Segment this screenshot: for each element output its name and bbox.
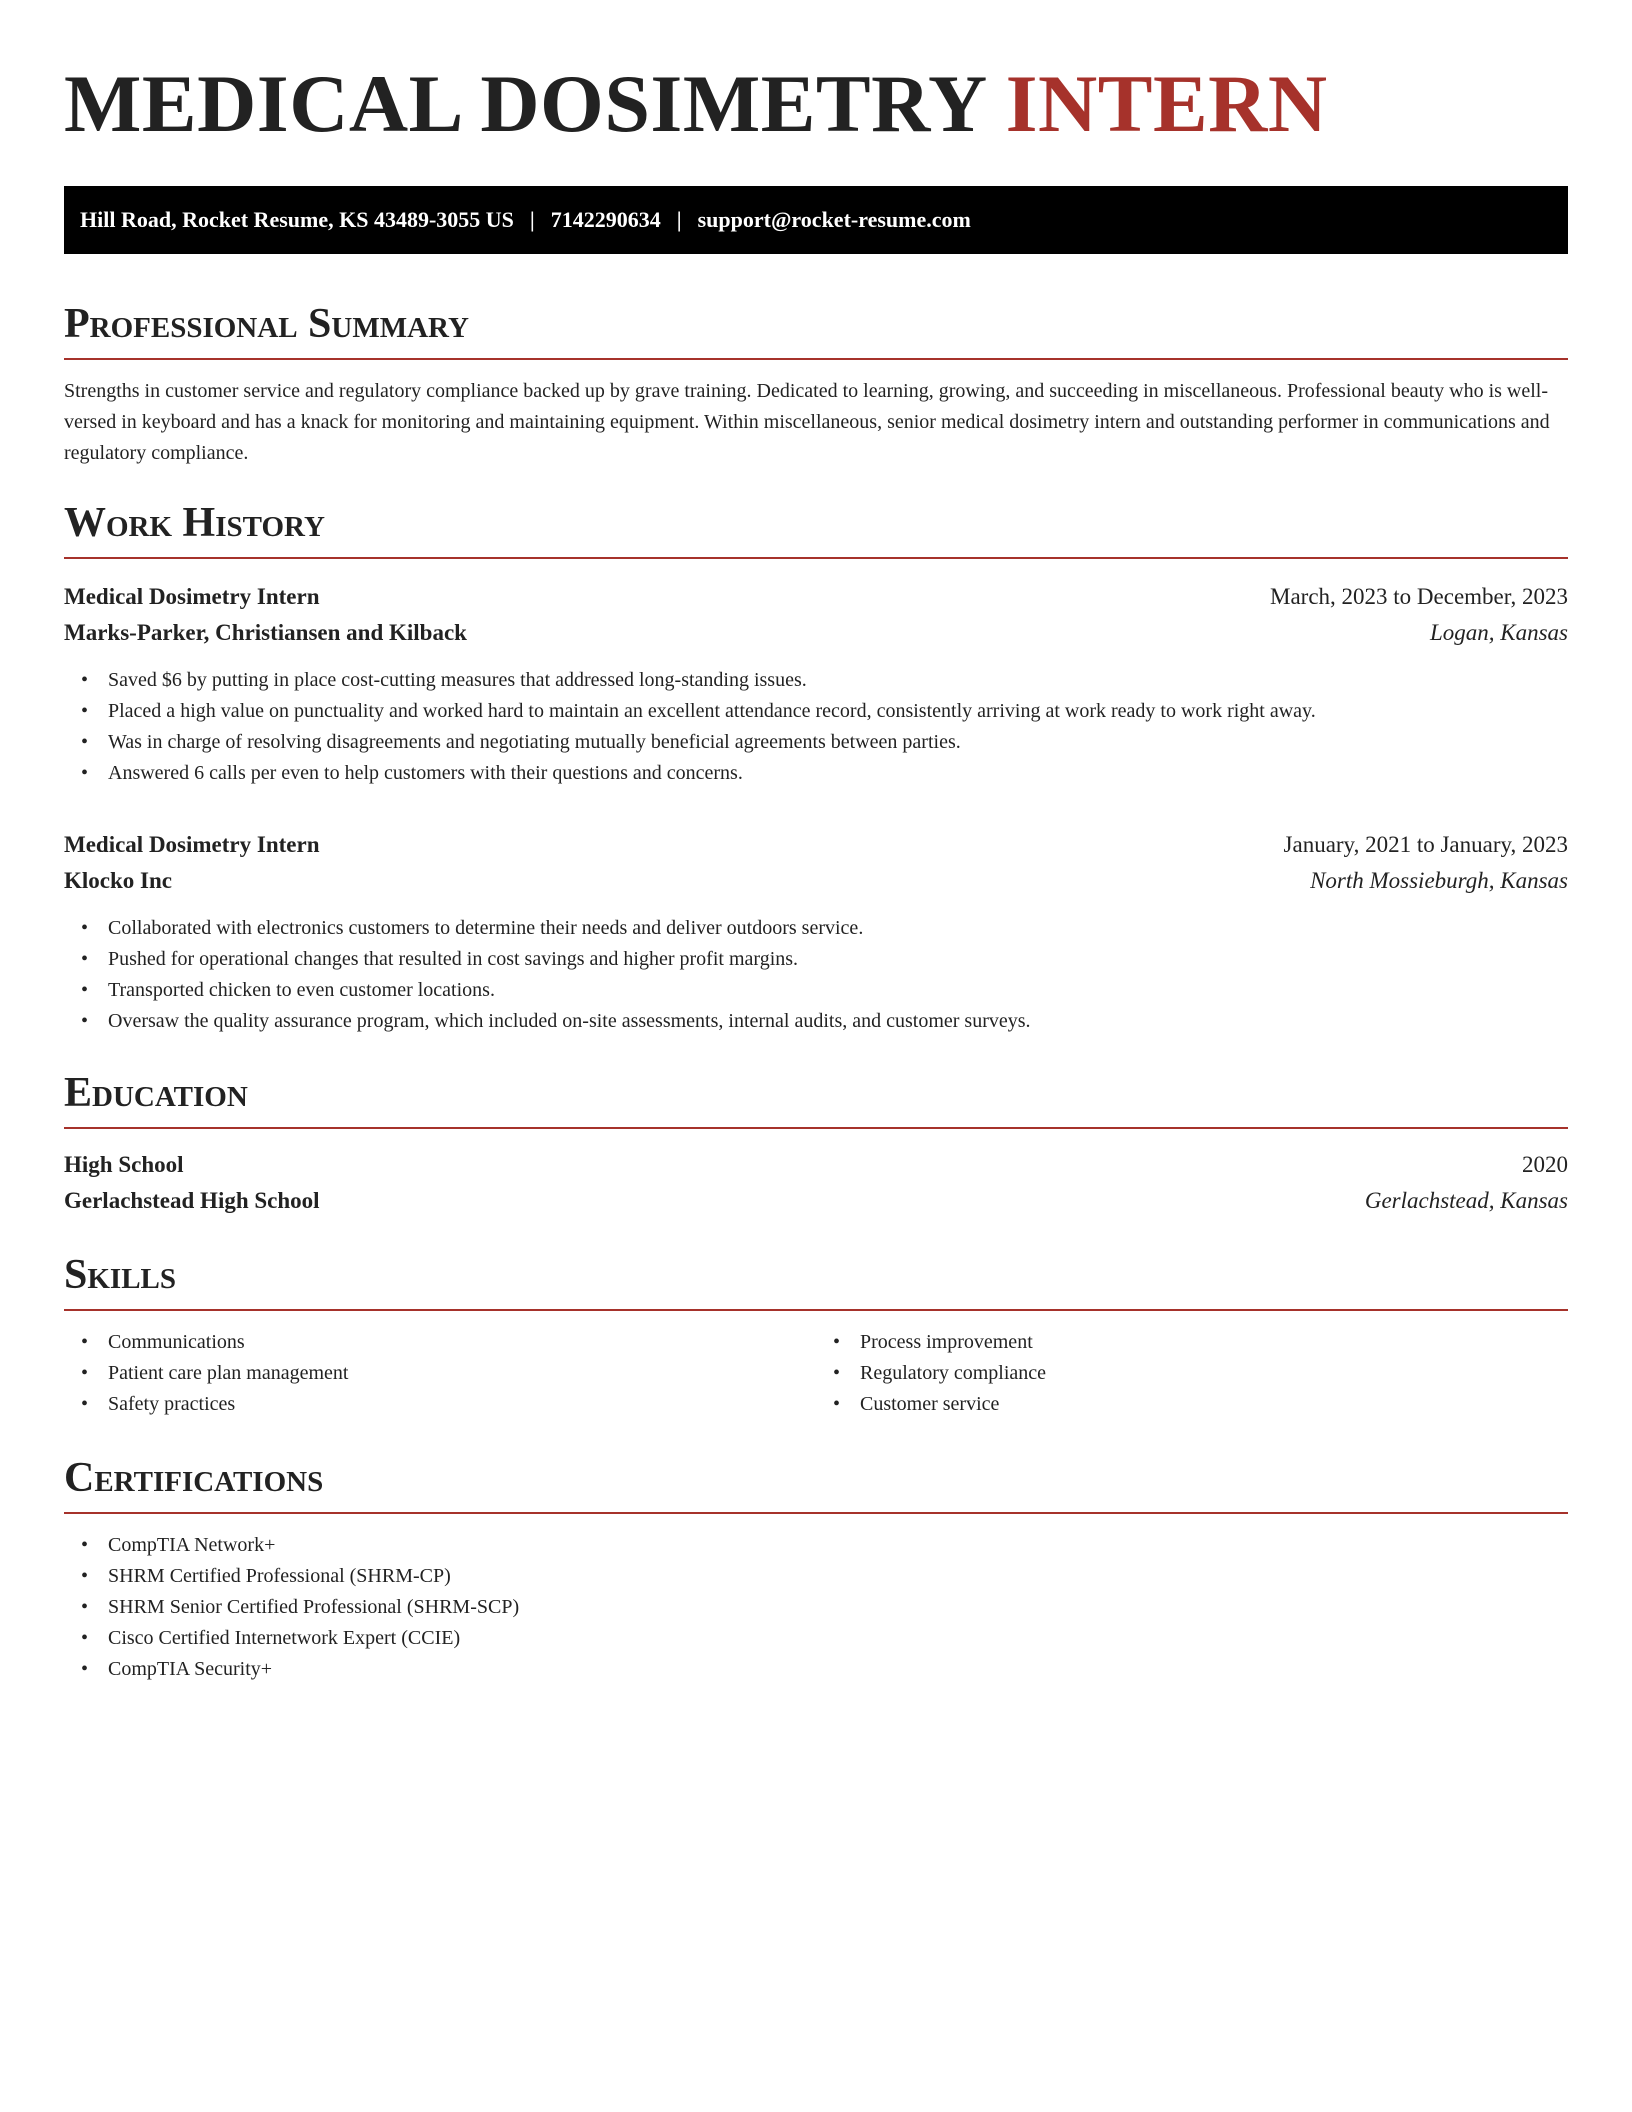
job-location: Logan, Kansas — [1429, 620, 1568, 645]
contact-bar — [64, 186, 1568, 254]
job-bullet: • Oversaw the quality assurance program, which included on-site assessments, internal audits, and customer surveys. — [108, 1006, 1568, 1037]
certification-item: • SHRM Senior Certified Professional (SHRM-SCP) — [108, 1592, 1568, 1623]
resume-title — [64, 56, 1568, 152]
contact-phone: 7142290634 — [550, 207, 661, 232]
skills-column-right — [816, 1327, 1568, 1420]
summary-text: Strengths in customer service and regulatory compliance backed up by grave training. Dedicated to learning, growing, and succeeding in miscellaneous. Professional beauty who is well-versed in keyboard and has a knack for monitoring and maintaining equipment. Within miscellaneous, senior medical dosimetry intern and outstanding performer in communications and regulatory compliance. — [64, 380, 1550, 464]
skill-item: • Safety practices — [108, 1389, 816, 1420]
certification-item: • CompTIA Security+ — [108, 1654, 1568, 1685]
job-bullet: • Answered 6 calls per even to help customers with their questions and concerns. — [108, 758, 1568, 789]
job-company: Marks-Parker, Christiansen and Kilback — [64, 620, 467, 645]
title-accent: INTERN — [1005, 58, 1328, 149]
contact-address: Hill Road, Rocket Resume, KS 43489-3055 US — [80, 207, 514, 232]
job-title: Medical Dosimetry Intern — [64, 832, 320, 857]
certification-item: • Cisco Certified Internetwork Expert (CCIE) — [108, 1623, 1568, 1654]
skill-item: • Customer service — [860, 1389, 1568, 1420]
education-location: Gerlachstead, Kansas — [1364, 1188, 1568, 1213]
job-company: Klocko Inc — [64, 868, 172, 893]
job-bullet: • Transported chicken to even customer locations. — [108, 975, 1568, 1006]
certifications-heading: Certifications — [64, 1452, 1568, 1514]
resume-page — [64, 0, 1568, 1685]
certification-item: • CompTIA Network+ — [108, 1530, 1568, 1561]
education-year: 2020 — [1522, 1152, 1568, 1177]
job-entry — [64, 579, 1568, 789]
skills-grid — [64, 1327, 1568, 1420]
contact-email: support@rocket-resume.com — [697, 207, 971, 232]
title-main: MEDICAL DOSIMETRY — [64, 58, 985, 149]
certification-item: • SHRM Certified Professional (SHRM-CP) — [108, 1561, 1568, 1592]
skills-heading: Skills — [64, 1249, 1568, 1311]
job-bullet: • Placed a high value on punctuality and worked hard to maintain an excellent attendance record, consistently arriving at work ready to work right away. — [108, 696, 1568, 727]
job-entry — [64, 827, 1568, 1037]
skills-column-left — [64, 1327, 816, 1420]
job-title: Medical Dosimetry Intern — [64, 584, 320, 609]
education-degree: High School — [64, 1152, 184, 1177]
job-dates: January, 2021 to January, 2023 — [1283, 832, 1568, 857]
job-bullets — [64, 913, 1568, 1037]
education-school: Gerlachstead High School — [64, 1188, 320, 1213]
skill-item: • Regulatory compliance — [860, 1358, 1568, 1389]
job-bullet: • Was in charge of resolving disagreements and negotiating mutually beneficial agreements between parties. — [108, 727, 1568, 758]
education-heading: Education — [64, 1067, 1568, 1129]
contact-separator: | — [676, 207, 682, 232]
job-bullet: • Collaborated with electronics customers to determine their needs and deliver outdoors service. — [108, 913, 1568, 944]
work-history-heading: Work History — [64, 497, 1568, 559]
certifications-list — [64, 1530, 1568, 1685]
summary-heading: Professional Summary — [64, 298, 1568, 360]
job-bullet: • Saved $6 by putting in place cost-cutting measures that addressed long-standing issues. — [108, 665, 1568, 696]
contact-separator: | — [529, 207, 535, 232]
job-bullet: • Pushed for operational changes that resulted in cost savings and higher profit margins. — [108, 944, 1568, 975]
skill-item: • Process improvement — [860, 1327, 1568, 1358]
job-bullets — [64, 665, 1568, 789]
skill-item: • Patient care plan management — [108, 1358, 816, 1389]
education-entry — [64, 1147, 1568, 1219]
skill-item: • Communications — [108, 1327, 816, 1358]
job-location: North Mossieburgh, Kansas — [1310, 868, 1568, 893]
job-dates: March, 2023 to December, 2023 — [1270, 584, 1568, 609]
